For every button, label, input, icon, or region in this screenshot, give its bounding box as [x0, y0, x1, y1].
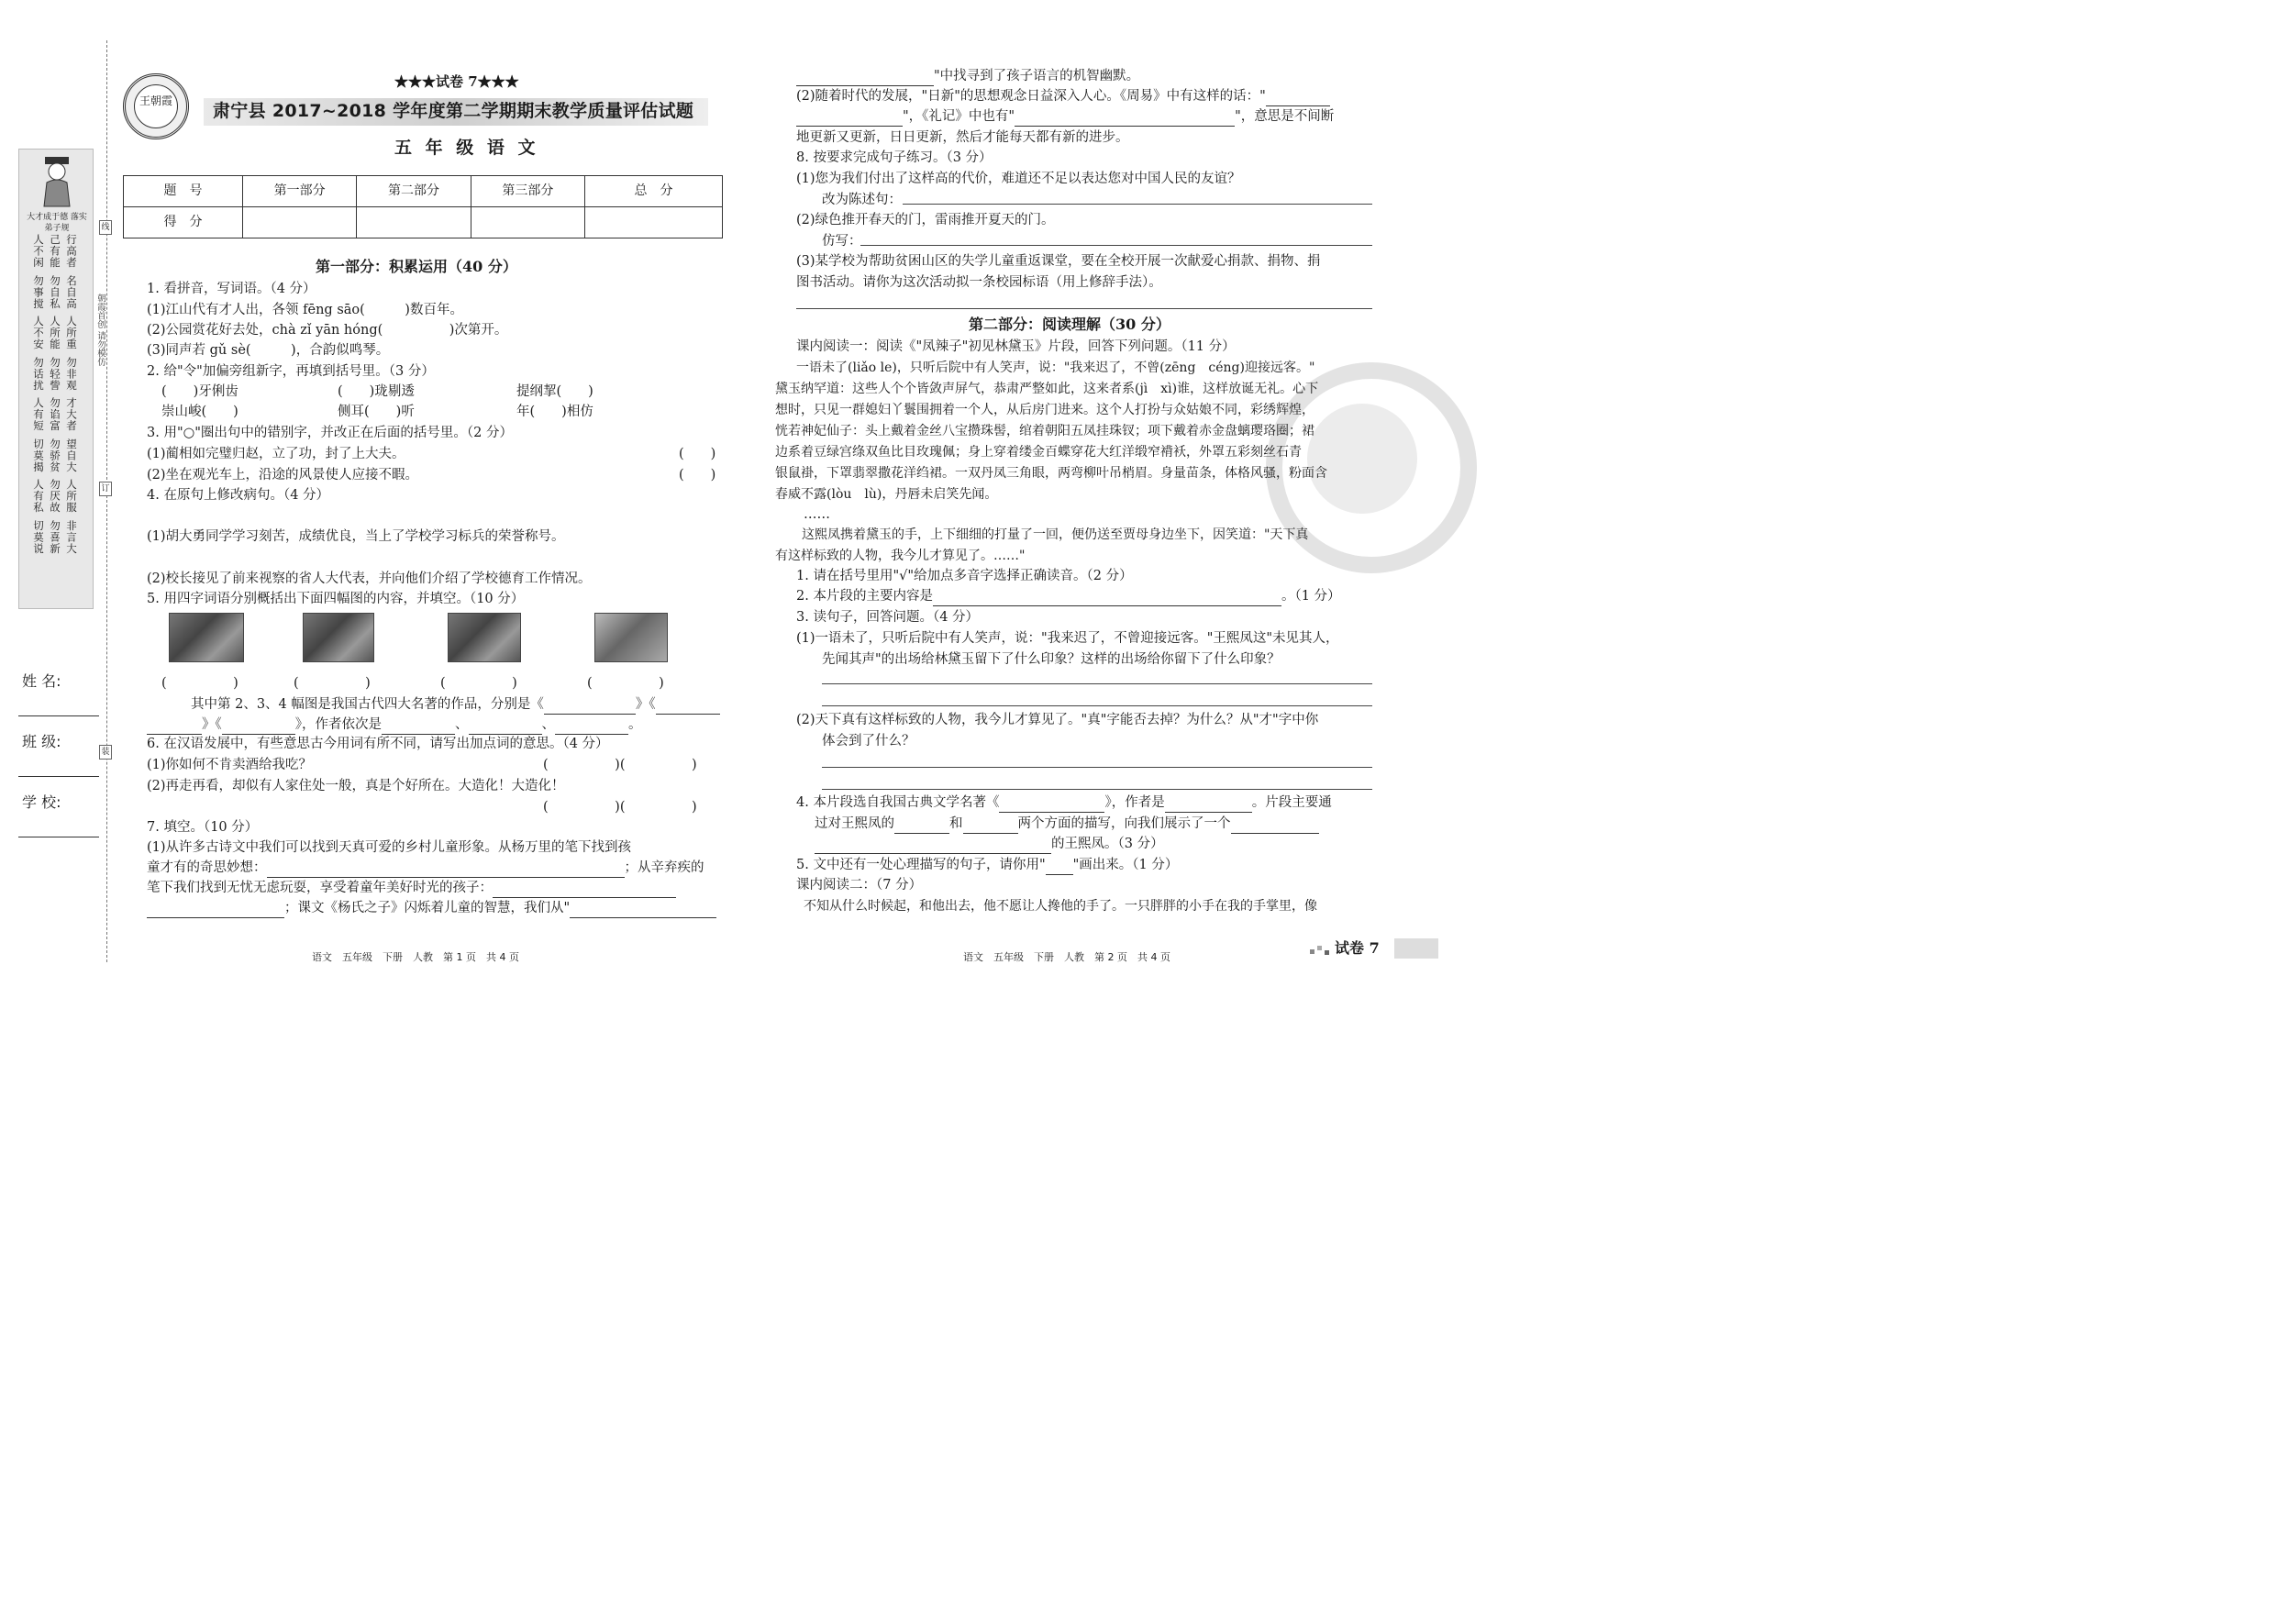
answer-line[interactable] [903, 204, 1372, 205]
motto-sidebar [18, 149, 94, 609]
score-header: 总 分 [585, 176, 723, 207]
reading1-paragraph: 有这样标致的人物，我今儿才算见了。……" [775, 549, 1026, 563]
answer-line[interactable] [860, 245, 1372, 246]
q4-item[interactable]: (2)校长接见了前来视察的省人大代表，并向他们介绍了学校德育工作情况。 [147, 571, 592, 586]
r1-q2: 2. 本片段的主要内容是 。（1 分） [796, 586, 1341, 606]
score-cell[interactable] [243, 207, 357, 238]
q4-stem: 4. 在原句上修改病句。（4 分） [147, 488, 330, 503]
q7-line: (1)从许多古诗文中我们可以找到天真可爱的乡村儿童形象。从杨万里的笔下找到孩 [147, 840, 632, 855]
part1-heading: 第一部分：积累运用（40 分） [316, 258, 517, 275]
q1-stem: 1. 看拼音，写词语。（4 分） [147, 282, 316, 296]
q7-stem: 7. 填空。（10 分） [147, 820, 259, 835]
r1-q4-line: 的王熙凤。（3 分） [815, 834, 1164, 854]
answer-line[interactable] [822, 705, 1372, 706]
scholar-illustration-icon [39, 155, 74, 208]
q2-item[interactable]: 年( )相仿 [516, 405, 593, 419]
q8-item: (1)您为我们付出了这样高的代价，难道还不足以表达您对中国人民的友谊？ [796, 172, 1241, 186]
q3-stem: 3. 用"○"圈出句中的错别字，并改正在后面的括号里。（2 分） [147, 426, 514, 440]
blank[interactable] [544, 700, 636, 715]
q7-line: 童才有的奇思妙想： ；从辛弃疾的 [147, 858, 704, 878]
answer-line[interactable] [822, 767, 1372, 768]
q5-stem: 5. 用四字词语分别概括出下面四幅图的内容，并填空。（10 分） [147, 592, 525, 606]
r1-q3: 3. 读句子，回答问题。（4 分） [796, 610, 980, 625]
blank[interactable] [999, 798, 1104, 813]
blank[interactable] [796, 112, 903, 127]
blank[interactable] [222, 720, 295, 735]
q5-answer-paren[interactable]: ( ) [440, 676, 517, 691]
exam-number: ★★★试卷 7★★★ [394, 73, 519, 90]
brand-logo [123, 73, 189, 139]
q3-answer-paren[interactable]: ( ) [679, 468, 716, 482]
q2-item[interactable]: 提纲挈( ) [516, 384, 593, 399]
blank[interactable] [1015, 112, 1235, 127]
blank[interactable] [656, 700, 720, 715]
q6-answer-paren[interactable]: ( )( ) [543, 758, 697, 772]
corner-dots-icon [1310, 943, 1332, 956]
blank [1046, 860, 1073, 875]
binding-notice: 朝霞首创 请勿模仿 [95, 294, 105, 367]
blank[interactable] [469, 720, 542, 735]
q8-item: (3)某学校为帮助贫困山区的失学儿童重返课堂，要在全校开展一次献爱心捐款、捐物、捐 [796, 254, 1321, 269]
blank[interactable] [963, 819, 1018, 834]
exam-title: 肃宁县 2017~2018 学年度第二学期期末教学质量评估试题 [213, 101, 694, 121]
q5-fill-line-2: 》《 》，作者依次是 、 、 。 [147, 715, 642, 735]
score-header: 第一部分 [243, 176, 357, 207]
q7-2-line: 地更新又更新，日日更新，然后才能每天都有新的进步。 [796, 130, 1129, 145]
blank[interactable] [1266, 92, 1330, 106]
sidebar-motto: 大才成于德 落实弟子规 [27, 213, 87, 233]
answer-line[interactable] [822, 789, 1372, 790]
binding-mark-bind: 装 [99, 745, 112, 760]
q8-stem: 8. 按要求完成句子练习。（3 分） [796, 150, 993, 165]
q7-2-line: (2)随着时代的发展，"日新"的思想观念日益深入人心。《周易》中有这样的话：" [796, 86, 1330, 106]
reading1-paragraph: 银鼠褂，下罩翡翠撒花洋绉裙。一双丹凤三角眼，两弯柳叶吊梢眉。身量苗条，体格风骚，粉面含 [775, 466, 1327, 481]
answer-line[interactable] [796, 308, 1372, 309]
q5-image-2 [303, 613, 374, 662]
q5-image-4 [594, 613, 668, 662]
reading2-paragraph: 不知从什么时候起，和他出去，他不愿让人搀他的手了。一只胖胖的小手在我的手掌里，像 [804, 899, 1317, 914]
blank[interactable] [894, 819, 949, 834]
q2-item[interactable]: ( )珑剔透 [338, 384, 415, 399]
blank[interactable] [1231, 819, 1319, 834]
watermark-seal-center [1307, 404, 1417, 514]
q2-stem: 2. 给"令"加偏旁组新字，再填到括号里。（3 分） [147, 364, 435, 379]
q2-item[interactable]: ( )牙俐齿 [161, 384, 238, 399]
class-label: 班 级: [22, 733, 61, 750]
reading2-intro: 课内阅读二：（7 分） [796, 878, 923, 893]
q3-item: (1)蔺相如完璧归赵，立了功，封了上大夫。 [147, 447, 405, 461]
score-table [123, 175, 723, 238]
corner-band [1394, 938, 1438, 959]
q7-2-line: "，《礼记》中也有" "，意思是不间断 [796, 106, 1334, 127]
q3-item: (2)坐在观光车上，沿途的风景使人应接不暇。 [147, 468, 419, 482]
q6-answer-paren[interactable]: ( )( ) [543, 800, 697, 815]
q5-image-3 [448, 613, 521, 662]
binding-mark-line: 线 [99, 220, 112, 235]
score-header: 题 号 [124, 176, 243, 207]
reading1-paragraph: 恍若神妃仙子：头上戴着金丝八宝攒珠髻，绾着朝阳五凤挂珠钗；项下戴着赤金盘螭璎珞圈；裙 [775, 424, 1314, 438]
q5-answer-paren[interactable]: ( ) [161, 676, 238, 691]
score-cell[interactable] [471, 207, 584, 238]
r1-q3-item: 先闻其声"的出场给林黛玉留下了什么印象？这样的出场给你留下了什么印象？ [822, 652, 1281, 667]
score-cell[interactable] [585, 207, 723, 238]
q8-item: (2)绿色推开春天的门，雷雨推开夏天的门。 [796, 213, 1055, 227]
reading1-intro: 课内阅读一：阅读《"凤辣子"初见林黛玉》片段，回答下列问题。（11 分） [796, 339, 1236, 354]
reading1-paragraph: 边系着豆绿宫绦双鱼比目玫瑰佩；身上穿着缕金百蝶穿花大红洋缎窄褙袄，外罩五彩刻丝石青 [775, 445, 1302, 460]
q4-item[interactable]: (1)胡大勇同学学习刻苦，成绩优良，当上了学校学习标兵的荣誉称号。 [147, 529, 565, 544]
reading1-paragraph: 春威不露(lòu lù)，丹唇未启笑先闻。 [775, 487, 998, 502]
blank[interactable] [493, 883, 676, 898]
blank[interactable] [933, 592, 1281, 606]
exam-subject: 五 年 级 语 文 [394, 138, 539, 158]
part2-heading: 第二部分：阅读理解（30 分） [969, 316, 1170, 333]
r1-q5: 5. 文中还有一处心理描写的句子，请你用" "画出来。（1 分） [796, 855, 1178, 875]
name-label: 姓 名: [22, 672, 61, 690]
q5-answer-paren[interactable]: ( ) [587, 676, 664, 691]
r1-q3-item: (2)天下真有这样标致的人物，我今儿才算见了。"真"字能否去掉？为什么？从"才"字中你 [796, 713, 1319, 727]
q5-answer-paren[interactable]: ( ) [294, 676, 371, 691]
q8-prompt: 仿写： [822, 234, 862, 249]
score-header: 第二部分 [357, 176, 471, 207]
blank[interactable] [147, 720, 202, 735]
brand-logo-text: 王朝霞 [134, 84, 178, 128]
r1-q3-item: (1)一语未了，只听后院中有人笑声，说："我来迟了，不曾迎接远客。"王熙凤这"未见其人， [796, 631, 1339, 646]
blank[interactable] [1165, 798, 1252, 813]
score-row-label: 得 分 [124, 207, 243, 238]
blank[interactable] [382, 720, 455, 735]
q8-item: 图书活动。请你为这次活动拟一条校园标语（用上修辞手法）。 [796, 275, 1162, 290]
score-header: 第三部分 [471, 176, 584, 207]
q2-item[interactable]: 侧耳( )听 [338, 405, 415, 419]
r1-q1: 1. 请在括号里用"√"给加点多音字选择正确读音。（2 分） [796, 569, 1133, 583]
q1-item[interactable]: (2)公园赏花好去处，chà zǐ yān hóng( )次第开。 [147, 323, 508, 338]
q5-fill-line: 其中第 2、3、4 幅图是我国古代四大名著的作品，分别是《 》《 [191, 694, 720, 715]
r1-q4-line: 过对王熙凤的 和 两个方面的描写，向我们展示了一个 [815, 814, 1319, 834]
page-footer-right: 语文 五年级 下册 人教 第 2 页 共 4 页 [963, 951, 1170, 963]
reading1-paragraph: 这熙凤携着黛玉的手，上下细细的打量了一回，便仍送至贾母身边坐下，因笑道："天下真 [802, 527, 1309, 542]
reading1-paragraph: 想时，只见一群媳妇丫鬟围拥着一个人，从后房门进来。这个人打扮与众姑娘不同，彩绣辉煌， [775, 403, 1314, 417]
r1-q4: 4. 本片段选自我国古典文学名著《 》，作者是 。片段主要通 [796, 793, 1332, 813]
binding-mark-order: 订 [99, 482, 112, 496]
q8-prompt: 改为陈述句： [822, 193, 902, 207]
sidebar-columns: 人不闲 己有能 行高者 勿事搅 勿自私 名自高 人不安 人所能 人所重 勿话扰 勿轻訾 勿非观 人有短 勿谄富 才大者 切莫揭 勿骄贫 望自大 人有私 勿厌故 人所服 切莫说 勿喜新 非言大 [32, 234, 78, 554]
blank[interactable] [570, 904, 716, 918]
binding-line [106, 40, 107, 962]
q6-item: (1)你如何不肯卖酒给我吃？ [147, 758, 313, 772]
blank[interactable] [555, 720, 628, 735]
name-field[interactable] [18, 715, 99, 716]
blank[interactable] [815, 839, 1051, 854]
blank[interactable] [147, 904, 284, 918]
q7-line: ；课文《杨氏之子》闪烁着儿童的智慧，我们从" [147, 898, 716, 918]
q3-answer-paren[interactable]: ( ) [679, 447, 716, 461]
blank[interactable] [796, 72, 934, 86]
q1-item[interactable]: (3)同声若 gǔ sè( )，合韵似鸣琴。 [147, 343, 390, 358]
q7-continue: "中找寻到了孩子语言的机智幽默。 [796, 66, 1139, 86]
q1-item[interactable]: (1)江山代有才人出，各领 fēng sāo( )数百年。 [147, 303, 463, 317]
q5-image-1 [169, 613, 244, 662]
page-footer-left: 语文 五年级 下册 人教 第 1 页 共 4 页 [312, 951, 519, 963]
exam-corner-label: 试卷 7 [1335, 939, 1380, 957]
q6-item: (2)再走再看，却似有人家住处一般，真是个好所在。大造化！大造化！ [147, 779, 565, 793]
reading1-paragraph: 黛玉纳罕道：这些人个个皆敛声屏气，恭肃严整如此，这来者系(jì xì)谁，这样放诞无礼。心下 [775, 382, 1319, 396]
reading1-paragraph: 一语未了(liǎo le)，只听后院中有人笑声，说："我来迟了，不曾(zēng céng)迎接远客。" [796, 360, 1315, 375]
score-cell[interactable] [357, 207, 471, 238]
reading1-ellipsis: …… [804, 507, 830, 522]
q2-item[interactable]: 崇山峻( ) [161, 405, 238, 419]
q6-stem: 6. 在汉语发展中，有些意思古今用词有所不同，请写出加点词的意思。（4 分） [147, 737, 609, 751]
class-field[interactable] [18, 776, 99, 777]
q7-line: 笔下我们找到无忧无虑玩耍，享受着童年美好时光的孩子： [147, 878, 676, 898]
blank[interactable] [267, 863, 625, 878]
r1-q3-item: 体会到了什么？ [822, 734, 915, 749]
answer-line[interactable] [822, 683, 1372, 684]
school-label: 学 校: [22, 793, 61, 811]
